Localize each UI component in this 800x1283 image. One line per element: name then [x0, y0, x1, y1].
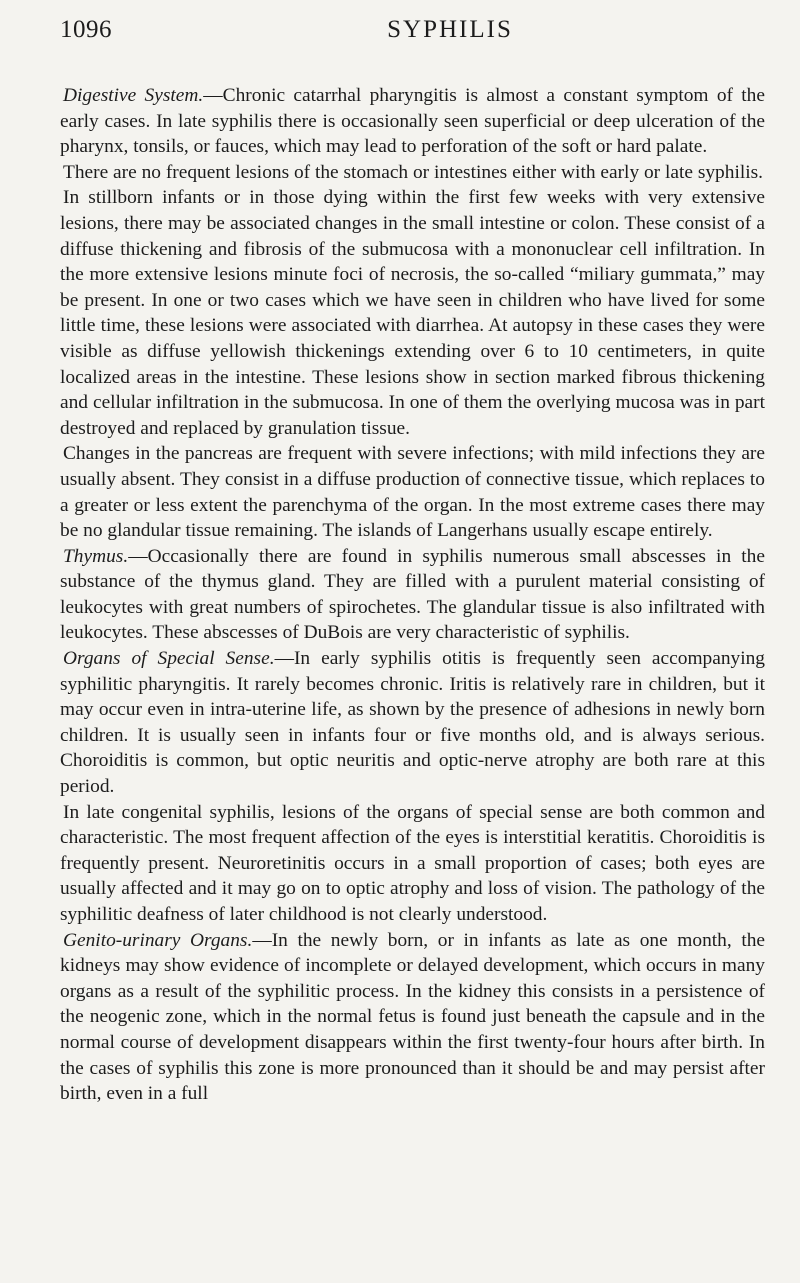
page-header [60, 16, 764, 50]
section-heading-digestive-system: Digestive System. [63, 85, 204, 106]
paragraph-special-sense [60, 646, 765, 800]
paragraph-stomach-intestines [60, 160, 765, 186]
paragraph-thymus [60, 544, 765, 646]
page-body [60, 83, 765, 1107]
paragraph-text: —In the newly born, or in infants as late as one month, the kidneys may show evidence of incomplete or delayed development, which occurs in many organs as a result of the syphilitic process. In the kidney this consists in a persistence of the neogenic zone, which in the normal fetus is found just beneath the capsule and in the normal course of development disappears within the first twenty-four hours after birth. In the cases of syphilis this zone is more pronounced than it should be and may persist after birth, even in a full [60, 929, 766, 1105]
paragraph-genito-urinary [60, 928, 765, 1107]
section-heading-genito-urinary: Genito-urinary Organs. [63, 929, 253, 951]
paragraph-text: —Occasionally there are found in syphilis numerous small abscesses in the substance of the thymus gland. They are filled with a purulent material consisting of leukocytes with great numbers of spirochetes. The glandular tissue is also infiltrated with leukocytes. These abscesses of DuBois are very characteristic of syphilis. [60, 545, 765, 644]
paragraph-late-congenital [60, 800, 765, 928]
running-title: SYPHILIS [387, 16, 513, 43]
paragraph-text: In stillborn infants or in those dying within the first few weeks with very extensive lesions, there may be associated changes in the small intestine or colon. These consist of a diffuse thickening and fibrosis of the submucosa with a mononuclear cell infiltration. In the more extensive lesions minute foci of necrosis, the so-called “miliary gummata,” may be present. In one or two cases which we have seen in children who have lived for some little time, these lesions were associated with diarrhea. At autopsy in these cases they were visible as diffuse yellowish thickenings extending over 6 to 10 centimeters, in quite localized areas in the intestine. These lesions show in section marked fibrous thickening and cellular infiltration in the submucosa. In one of them the overlying mucosa was in part destroyed and replaced by granulation tissue. [60, 187, 765, 439]
paragraph-text: In late congenital syphilis, lesions of the organs of special sense are both common and characteristic. The most frequent affection of the eyes is interstitial keratitis. Choroiditis is frequently present. Neuroretinitis occurs in a small proportion of cases; both eyes are usually affected and it may go on to optic atrophy and loss of vision. The pathology of the syphilitic deafness of later childhood is not clearly understood. [60, 801, 765, 925]
paragraph-text: Changes in the pancreas are frequent with severe infections; with mild infections they are usually absent. They consist in a diffuse production of connective tissue, which replaces to a greater or less extent the parenchyma of the organ. In the most extreme cases there may be no glandular tissue remaining. The islands of Langerhans usually escape entirely. [60, 443, 765, 542]
paragraph-stillborn-infants [60, 185, 765, 441]
section-heading-special-sense: Organs of Special Sense. [63, 648, 275, 670]
paragraph-text: —Chronic catarrhal pharyngitis is almost a constant symptom of the early cases. In late syphilis there is occasionally seen superficial or deep ulceration of the pharynx, tonsils, or fauces, which may lead to perforation of the soft or hard palate. [60, 85, 765, 158]
section-heading-thymus: Thymus. [63, 545, 129, 567]
paragraph-pancreas [60, 441, 765, 543]
paragraph-digestive-system [60, 83, 765, 160]
page-number: 1096 [60, 16, 112, 43]
paragraph-text: There are no frequent lesions of the stomach or intestines either with early or late syphilis. [63, 161, 764, 183]
paragraph-text: —In early syphilis otitis is frequently seen accompanying syphilitic pharyngitis. It rarely becomes chronic. Iritis is relatively rare in children, but it may occur even in intra-uterine life, as shown by the presence of adhesions in newly born children. It is usually seen in infants four or five months old, and is always serious. Choroiditis is common, but optic neuritis and optic-nerve atrophy are both rare at this period. [60, 648, 765, 798]
